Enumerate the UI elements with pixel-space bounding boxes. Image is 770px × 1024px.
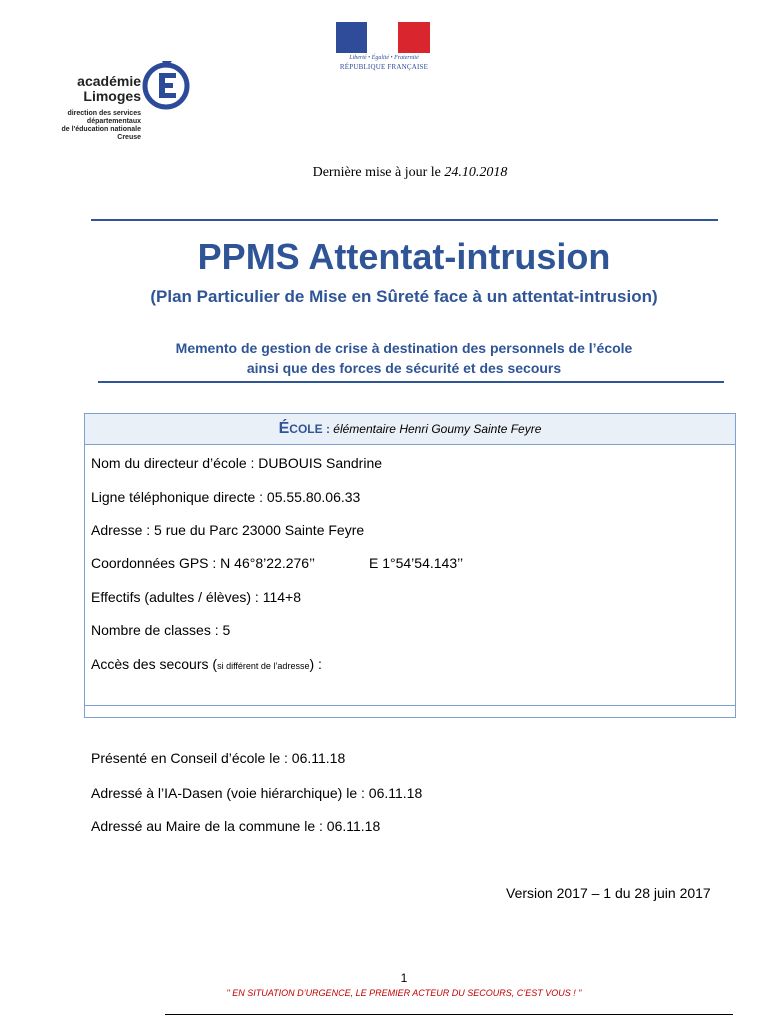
conseil-ecole-date: Présenté en Conseil d’école le : 06.11.18 [91, 750, 346, 766]
republique-motto: Liberté • Égalité • Fraternité [349, 55, 419, 61]
school-label: ÉCOLE : [278, 420, 334, 437]
staff-count: Effectifs (adultes / élèves) : 114+8 [91, 589, 301, 605]
republique-name: RÉPUBLIQUE FRANÇAISE [339, 63, 429, 71]
top-divider [91, 219, 718, 221]
school-header [85, 414, 735, 445]
phone-line: Ligne téléphonique directe : 05.55.80.06.33 [91, 489, 361, 505]
footer-divider [165, 1014, 733, 1015]
academie-subtitle: direction des services départementaux de l'éducation nationale Creuse [61, 110, 141, 141]
academie-word: académie [77, 73, 141, 89]
memento-line-1: Memento de gestion de crise à destination des personnels de l’école [175, 340, 633, 356]
gps-north: Coordonnées GPS : N 46°8’22.276’’ [91, 555, 316, 571]
republique-francaise-logo [336, 22, 432, 74]
last-update: Dernière mise à jour le 24.10.2018 [312, 165, 508, 180]
class-count: Nombre de classes : 5 [91, 622, 231, 638]
update-date: 24.10.2018 [444, 165, 508, 180]
emergency-access: Accès des secours (si différent de l’adresse) : [91, 656, 322, 672]
ia-dasen-date: Adressé à l’IA-Dasen (voie hiérarchique) le : 06.11.18 [91, 785, 423, 801]
academie-city: Limoges [83, 88, 141, 104]
maire-date: Adressé au Maire de la commune le : 06.11.18 [91, 818, 381, 834]
school-name: élémentaire Henri Goumy Sainte Feyre [333, 422, 542, 436]
footer-quote: " EN SITUATION D’URGENCE, LE PREMIER ACTEUR DU SECOURS, C’EST VOUS ! " [226, 988, 582, 998]
school-info-box [84, 413, 736, 718]
version-info: Version 2017 – 1 du 28 juin 2017 [506, 885, 711, 901]
gps-east: E 1°54’54.143’’ [369, 555, 464, 571]
academie-limoges-logo [58, 58, 193, 148]
director-name: Nom du directeur d’école : DUBOUIS Sandrine [91, 455, 383, 471]
page-number: 1 [400, 971, 408, 985]
address: Adresse : 5 rue du Parc 23000 Sainte Feyre [91, 522, 365, 538]
document-subtitle: (Plan Particulier de Mise en Sûreté face à un attentat-intrusion) [150, 287, 658, 306]
french-flag-icon [336, 22, 430, 53]
box-footer-row [85, 705, 735, 717]
document-title: PPMS Attentat-intrusion [197, 236, 611, 277]
memento-line-2: ainsi que des forces de sécurité et des secours [246, 360, 562, 376]
academie-e-logo-icon [142, 58, 190, 110]
memento-divider [98, 381, 724, 383]
gps-coordinates [91, 555, 731, 571]
